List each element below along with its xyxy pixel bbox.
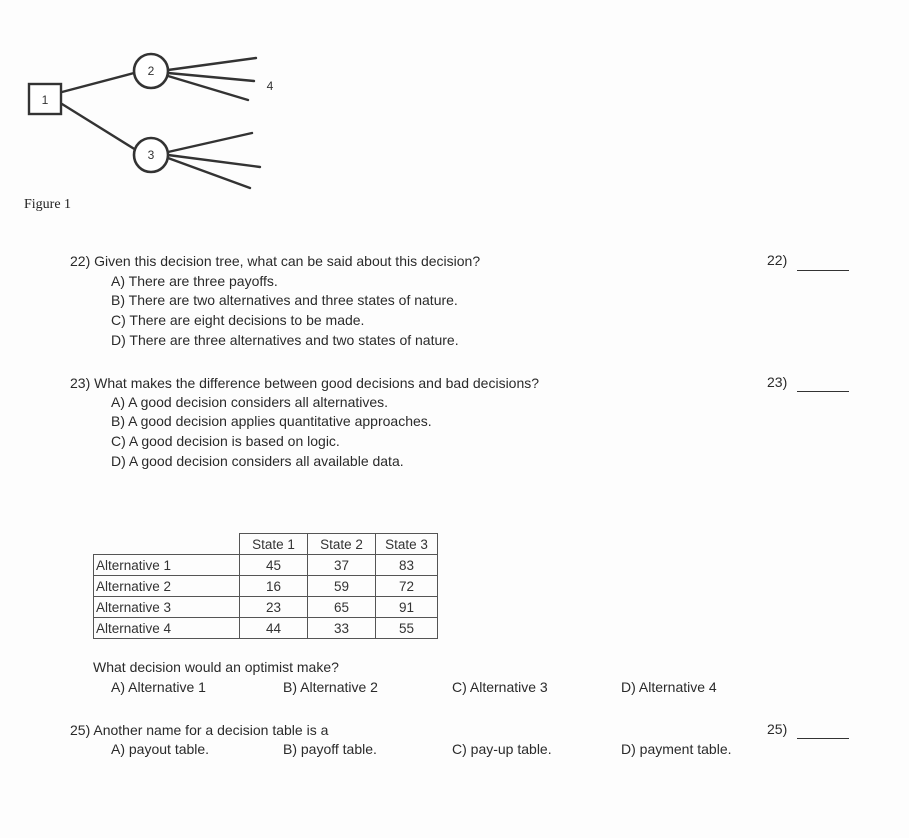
- question-22-answer-blank[interactable]: [797, 270, 849, 271]
- table-row: [94, 576, 438, 597]
- branch-1-to-3: [62, 104, 136, 150]
- column-header: State 2: [308, 534, 376, 555]
- decision-node-label: 1: [41, 93, 49, 107]
- question-22-number: 22): [767, 252, 788, 268]
- chance-node-label-2: 2: [147, 64, 155, 78]
- table-cell: 16: [240, 576, 308, 597]
- table-cell: 55: [376, 618, 438, 639]
- question-24-option-b[interactable]: B) Alternative 2: [283, 679, 378, 695]
- question-23-option-a[interactable]: A) A good decision considers all alternatives.: [111, 394, 389, 410]
- question-25-stem: 25) Another name for a decision table is a: [70, 722, 329, 738]
- question-23-stem: 23) What makes the difference between good decisions and bad decisions?: [70, 375, 540, 391]
- branch-1-to-2: [62, 73, 134, 92]
- chance-node-label-3: 3: [147, 148, 155, 162]
- table-cell: 72: [376, 576, 438, 597]
- branch-label: 4: [266, 79, 274, 93]
- question-22-option-c[interactable]: C) There are eight decisions to be made.: [111, 312, 365, 328]
- table-cell: 45: [240, 555, 308, 576]
- branch-3-a: [168, 133, 252, 152]
- question-24-option-a[interactable]: A) Alternative 1: [111, 679, 206, 695]
- table-row: [94, 618, 438, 639]
- row-header: Alternative 4: [94, 618, 240, 639]
- table-header-row: [94, 534, 438, 555]
- question-22-stem: 22) Given this decision tree, what can be said about this decision?: [70, 253, 481, 269]
- row-header: Alternative 2: [94, 576, 240, 597]
- question-24-option-d[interactable]: D) Alternative 4: [621, 679, 717, 695]
- table-row: [94, 555, 438, 576]
- row-header: Alternative 3: [94, 597, 240, 618]
- table-cell: 91: [376, 597, 438, 618]
- branch-2-a: [168, 58, 256, 70]
- question-22-option-d[interactable]: D) There are three alternatives and two states of nature.: [111, 332, 459, 348]
- column-header: State 3: [376, 534, 438, 555]
- question-23-number: 23): [767, 374, 788, 390]
- figure-caption: Figure 1: [24, 197, 72, 212]
- payoff-table: [93, 533, 438, 639]
- row-header: Alternative 1: [94, 555, 240, 576]
- question-25-option-c[interactable]: C) pay-up table.: [452, 741, 552, 757]
- question-25-option-a[interactable]: A) payout table.: [111, 741, 210, 757]
- table-cell: 83: [376, 555, 438, 576]
- question-23-answer-blank[interactable]: [797, 391, 849, 392]
- table-cell: 33: [308, 618, 376, 639]
- column-header: State 1: [240, 534, 308, 555]
- question-23-option-d[interactable]: D) A good decision considers all available data.: [111, 453, 404, 469]
- table-row: [94, 597, 438, 618]
- question-24-stem: What decision would an optimist make?: [93, 659, 339, 675]
- table-cell: 65: [308, 597, 376, 618]
- decision-tree-figure: [0, 0, 300, 200]
- table-cell: 23: [240, 597, 308, 618]
- question-24-option-c[interactable]: C) Alternative 3: [452, 679, 548, 695]
- question-23-option-c[interactable]: C) A good decision is based on logic.: [111, 433, 340, 449]
- question-23-option-b[interactable]: B) A good decision applies quantitative approaches.: [111, 413, 432, 429]
- question-25-option-d[interactable]: D) payment table.: [621, 741, 732, 757]
- question-22-option-a[interactable]: A) There are three payoffs.: [111, 273, 278, 289]
- table-cell: 44: [240, 618, 308, 639]
- branch-3-b: [168, 155, 260, 167]
- question-22-option-b[interactable]: B) There are two alternatives and three states of nature.: [111, 292, 458, 308]
- question-25-answer-blank[interactable]: [797, 738, 849, 739]
- table-cell: 37: [308, 555, 376, 576]
- question-25-option-b[interactable]: B) payoff table.: [283, 741, 377, 757]
- table-cell: 59: [308, 576, 376, 597]
- table-corner-cell: [94, 534, 240, 555]
- question-25-number: 25): [767, 721, 788, 737]
- branch-3-c: [168, 158, 250, 188]
